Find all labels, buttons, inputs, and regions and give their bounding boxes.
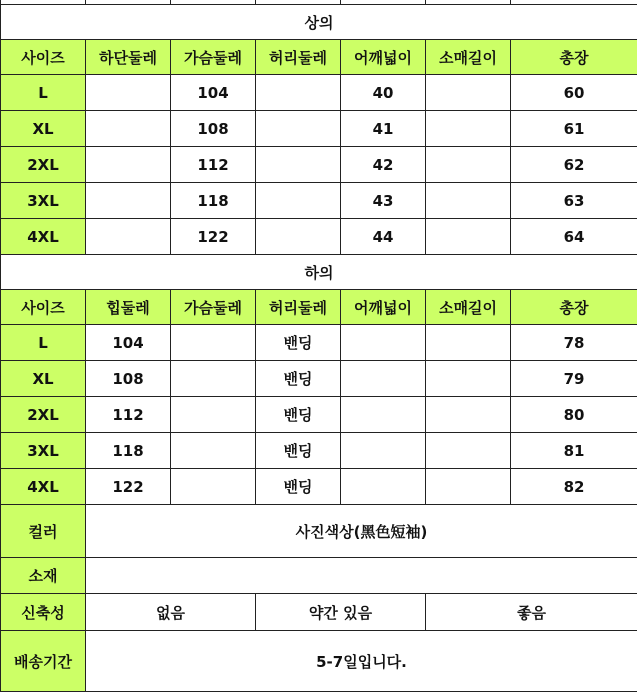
table-cell: 112 [171,147,256,183]
table-cell: 81 [511,433,637,469]
table-row [1,75,637,111]
table-cell: 79 [511,361,637,397]
header-cell: 총장 [511,40,637,75]
table-cell: 118 [86,433,171,469]
shipping-label: 배송기간 [1,631,86,692]
table-cell: 78 [511,325,637,361]
size-cell: 3XL [1,433,86,469]
table-cell [426,397,511,433]
shipping-value: 5-7일입니다. [86,631,637,692]
table-cell [86,183,171,219]
table-cell [171,361,256,397]
table-cell [426,361,511,397]
table-cell [86,75,171,111]
table-cell: 63 [511,183,637,219]
table-row [1,325,637,361]
size-cell: L [1,75,86,111]
table-cell [341,469,426,505]
size-cell: L [1,325,86,361]
table-row [1,183,637,219]
table-cell: 41 [341,111,426,147]
table-cell: 108 [171,111,256,147]
table-cell: 밴딩 [256,469,341,505]
table-cell: 118 [171,183,256,219]
table-row [1,219,637,255]
color-row [1,505,637,558]
table-row [1,147,637,183]
stretch-option-some: 약간 있음 [256,594,426,631]
table-row [1,469,637,505]
header-cell: 소매길이 [426,40,511,75]
table-cell: 104 [86,325,171,361]
table-row [1,433,637,469]
table-cell [256,183,341,219]
size-cell: XL [1,111,86,147]
material-row [1,558,637,594]
table-cell [426,147,511,183]
size-cell: 4XL [1,219,86,255]
table-cell [426,469,511,505]
table-cell [426,75,511,111]
header-cell: 허리둘레 [256,40,341,75]
top-header-row [1,40,637,75]
size-cell: 3XL [1,183,86,219]
table-cell [86,111,171,147]
stretch-label: 신축성 [1,594,86,631]
header-cell: 허리둘레 [256,290,341,325]
table-row [1,111,637,147]
color-value: 사진색상(黑色短袖) [86,505,637,558]
table-cell: 밴딩 [256,361,341,397]
header-cell: 총장 [511,290,637,325]
table-cell [86,147,171,183]
table-cell [86,219,171,255]
table-cell: 82 [511,469,637,505]
size-cell: 4XL [1,469,86,505]
table-cell: 44 [341,219,426,255]
color-label: 컬러 [1,505,86,558]
table-cell: 64 [511,219,637,255]
table-cell: 80 [511,397,637,433]
bottom-section-title: 하의 [1,255,637,290]
table-cell [341,361,426,397]
table-cell [256,75,341,111]
material-value [86,558,637,594]
table-cell [426,111,511,147]
shipping-row [1,631,637,692]
bottom-header-row [1,290,637,325]
table-cell [341,397,426,433]
size-cell: 2XL [1,397,86,433]
top-section-title-row [1,5,637,40]
table-cell: 122 [171,219,256,255]
table-cell: 밴딩 [256,433,341,469]
table-row [1,361,637,397]
table-cell: 43 [341,183,426,219]
table-cell: 108 [86,361,171,397]
table-cell: 60 [511,75,637,111]
header-cell: 어깨넓이 [341,40,426,75]
stretch-option-none: 없음 [86,594,256,631]
table-cell [426,219,511,255]
table-cell [341,325,426,361]
table-cell: 밴딩 [256,397,341,433]
table-cell [171,469,256,505]
header-cell: 힙둘레 [86,290,171,325]
header-cell: 사이즈 [1,40,86,75]
header-cell: 어깨넓이 [341,290,426,325]
table-cell [341,433,426,469]
table-cell: 61 [511,111,637,147]
table-cell [171,325,256,361]
header-cell: 가슴둘레 [171,40,256,75]
stretch-row [1,594,637,631]
table-row [1,397,637,433]
header-cell: 소매길이 [426,290,511,325]
table-cell: 112 [86,397,171,433]
header-cell: 하단둘레 [86,40,171,75]
table-cell [426,183,511,219]
stretch-option-good: 좋음 [426,594,637,631]
table-cell [256,147,341,183]
table-cell [256,111,341,147]
table-cell [171,433,256,469]
table-cell: 122 [86,469,171,505]
table-cell: 42 [341,147,426,183]
bottom-section-title-row [1,255,637,290]
table-cell: 40 [341,75,426,111]
table-cell: 104 [171,75,256,111]
table-cell [256,219,341,255]
table-cell: 밴딩 [256,325,341,361]
size-cell: 2XL [1,147,86,183]
size-chart-body [1,0,637,692]
size-cell: XL [1,361,86,397]
table-cell [171,397,256,433]
table-cell: 62 [511,147,637,183]
header-cell: 가슴둘레 [171,290,256,325]
top-section-title: 상의 [1,5,637,40]
material-label: 소재 [1,558,86,594]
header-cell: 사이즈 [1,290,86,325]
table-cell [426,433,511,469]
table-cell [426,325,511,361]
